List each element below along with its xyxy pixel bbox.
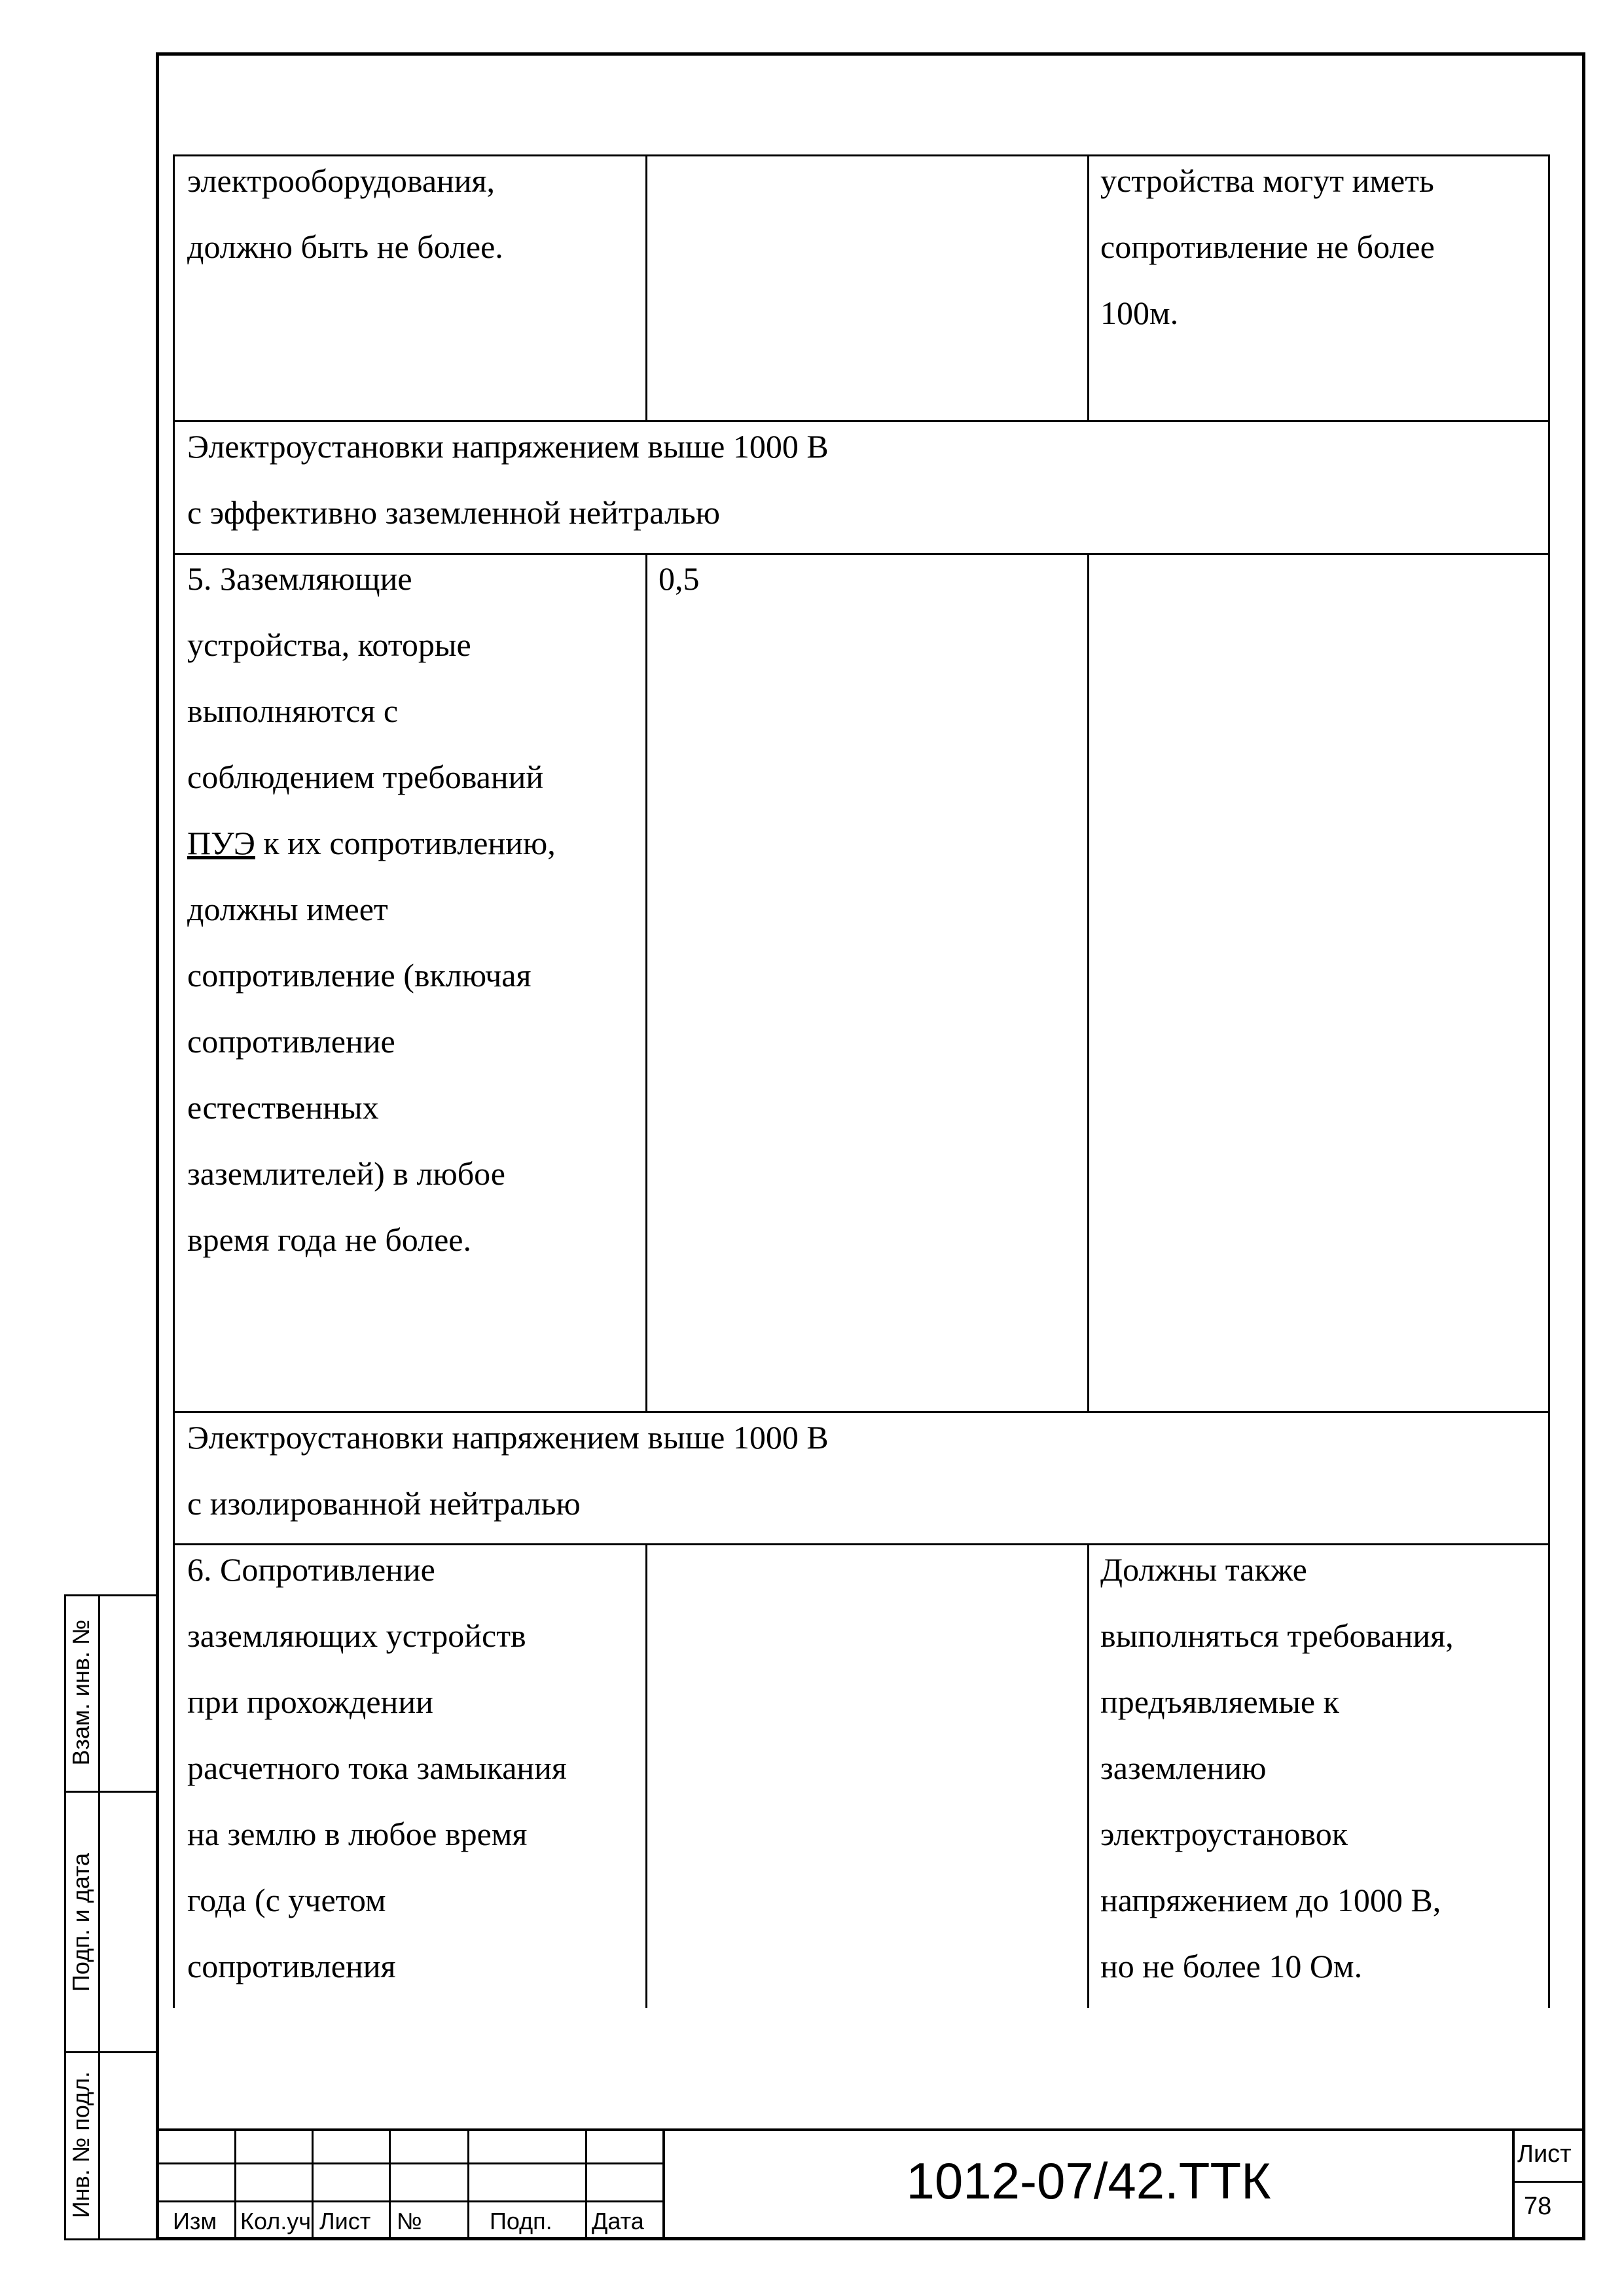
text-line: естественных	[187, 1089, 379, 1126]
text-line: предъявляемые к	[1100, 1683, 1339, 1720]
section-header-2	[187, 1405, 829, 1537]
sheet-number: 78	[1524, 2193, 1552, 2220]
text-line: заземлителей) в любое	[187, 1155, 505, 1192]
text-line: заземляющих устройств	[187, 1617, 526, 1654]
text-line: при прохождении	[187, 1683, 433, 1720]
row-5-col1	[187, 546, 556, 1273]
text-line	[187, 810, 556, 876]
text-line: с изолированной нейтралью	[187, 1485, 581, 1522]
text-line: сопротивления	[187, 1948, 396, 1984]
section-header-1	[187, 414, 829, 546]
side-label-replaced-inv: Взам. инв. №	[67, 1619, 94, 1766]
pue-link[interactable]: ПУЭ	[187, 825, 255, 861]
sheet-label: Лист	[1517, 2140, 1572, 2168]
text-line: сопротивление не более	[1100, 228, 1435, 265]
text-line: на землю в любое время	[187, 1816, 528, 1852]
stamp-col-change: Изм	[173, 2208, 217, 2234]
row-6-col3	[1100, 1537, 1454, 2000]
text-fragment: к их сопротивлению,	[263, 825, 556, 861]
stamp-col-signature: Подп.	[490, 2208, 552, 2234]
text-line: 100м.	[1100, 295, 1179, 331]
text-line: электроустановок	[1100, 1816, 1348, 1852]
document-code: 1012-07/42.ТТК	[906, 2152, 1271, 2210]
text-line: электрооборудования,	[187, 162, 496, 199]
row-a-col1	[187, 148, 503, 280]
stamp-col-count: Кол.уч	[240, 2208, 311, 2234]
text-line: заземлению	[1100, 1749, 1267, 1786]
text-line: Электроустановки напряжением выше 1000 В	[187, 428, 829, 465]
stamp-col-doc-number: №	[397, 2208, 422, 2234]
text-line: 6. Сопротивление	[187, 1551, 435, 1588]
side-label-orig-inv: Инв. № подл.	[67, 2071, 94, 2219]
row-6-col1	[187, 1537, 567, 2000]
text-line: с эффективно заземленной нейтралью	[187, 494, 721, 531]
text-line: выполняться требования,	[1100, 1617, 1454, 1654]
text-line: но не более 10 Ом.	[1100, 1948, 1363, 1984]
text-line: соблюдением требований	[187, 759, 544, 795]
text-line: устройства могут иметь	[1100, 162, 1434, 199]
text-line: устройства, которые	[187, 626, 471, 663]
text-line: года (с учетом	[187, 1882, 386, 1918]
text-line: напряжением до 1000 В,	[1100, 1882, 1441, 1918]
text-line: время года не более.	[187, 1221, 471, 1258]
text-line: Должны также	[1100, 1551, 1307, 1588]
text-line: должно быть не более.	[187, 228, 503, 265]
text-line: Электроустановки напряжением выше 1000 В	[187, 1419, 829, 1456]
side-label-sign-date: Подп. и дата	[67, 1852, 94, 1992]
text-line: 5. Заземляющие	[187, 560, 412, 597]
stamp-col-sheet: Лист	[319, 2208, 371, 2234]
text-line: расчетного тока замыкания	[187, 1749, 567, 1786]
text-line: должны имеет	[187, 891, 388, 927]
stamp-col-date: Дата	[592, 2208, 644, 2234]
text-line: 0,5	[659, 560, 700, 597]
row-a-col3	[1100, 148, 1435, 346]
text-line: сопротивление (включая	[187, 957, 532, 994]
text-line: выполняются с	[187, 692, 399, 729]
row-5-col2	[659, 546, 700, 612]
text-line: сопротивление	[187, 1023, 395, 1060]
